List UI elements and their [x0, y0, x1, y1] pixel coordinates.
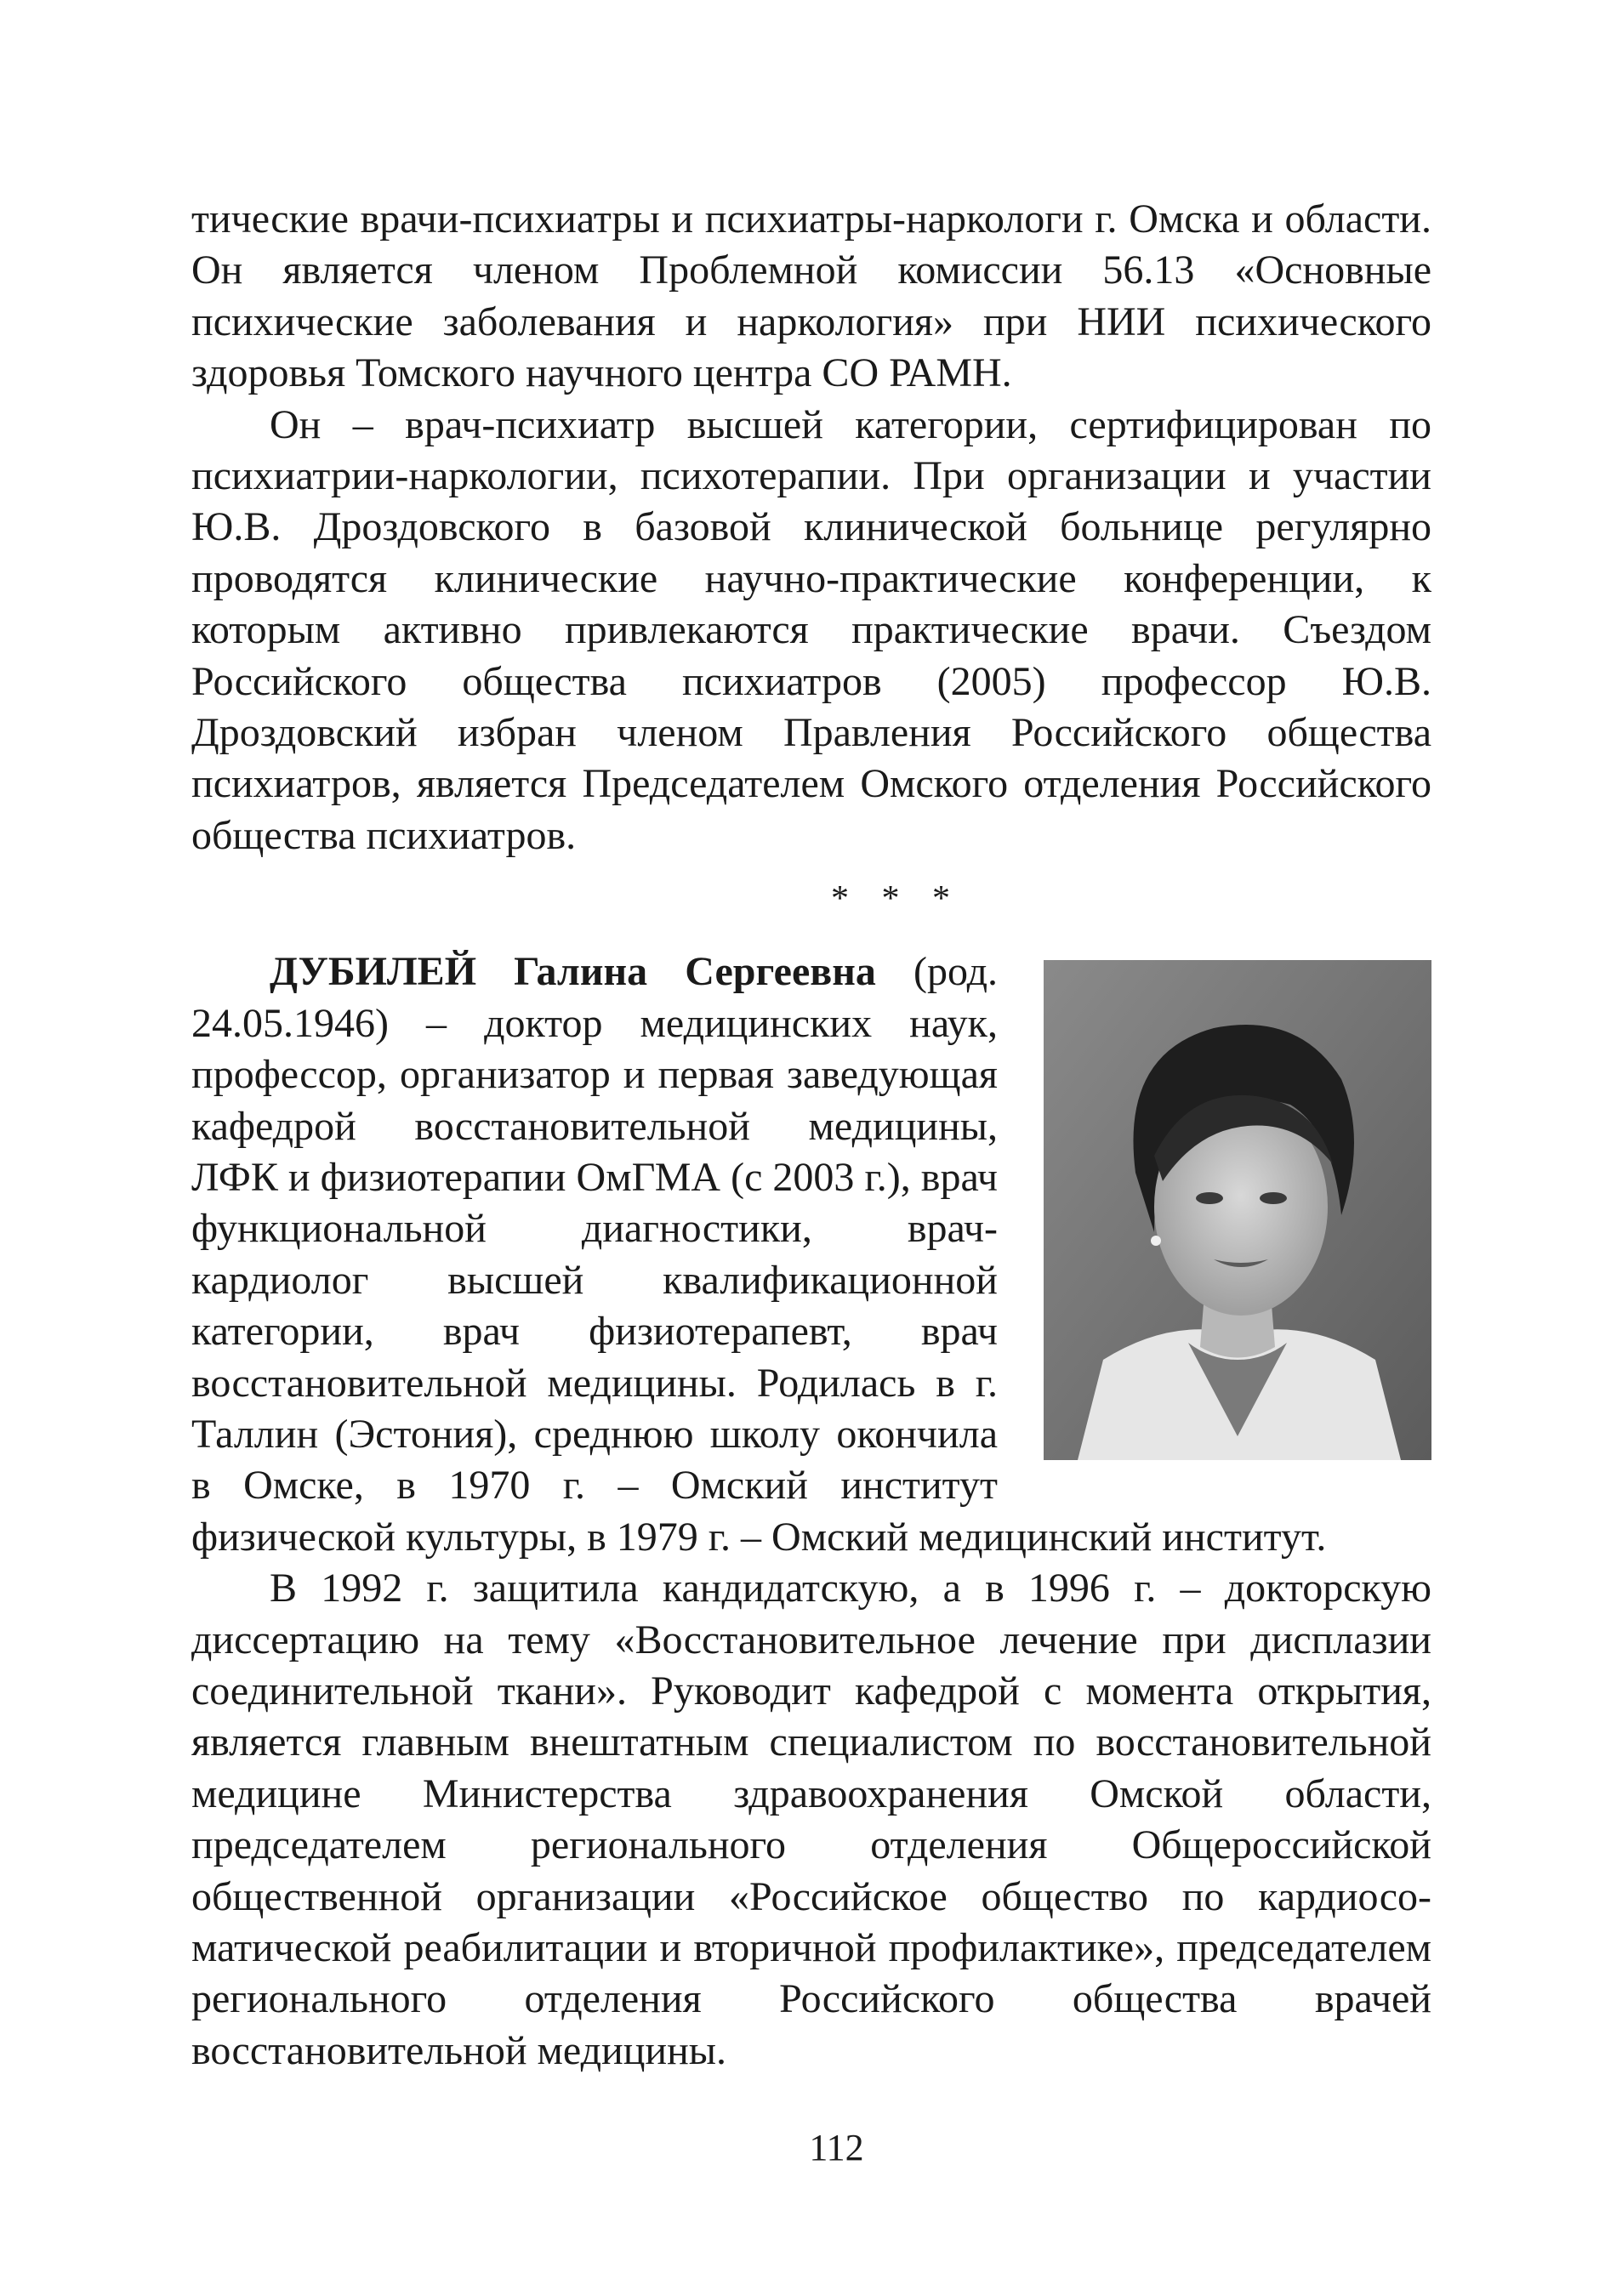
document-page: [191, 194, 1431, 2077]
biography-dubiley: [191, 946, 1431, 2077]
portrait-photo: [1044, 960, 1431, 1460]
biography-career: В 1992 г. защитила кандидатскую, а в 1996 г. – докторскую диссертацию на тему «Восстановительное лечение при дисплазии соединительной ткани». Руководит кафедрой с момента открытия, является главным внештатным специалистом по восстановительной медицине Министерства здравоохранения Омской области, председателем регионального отделения Общероссийской общественной организации «Российское общество по кардиосоматической реабилитации и вторичной профилактике», председателем регионального отделения Российского общества врачей восстановительной медицины.: [191, 1566, 1431, 2073]
portrait-image: [1044, 960, 1431, 1460]
biography-intro-text: (род. 24.05.1946) – доктор медицинских наук, профессор, организатор и первая заведующая кафедрой восстановительной медицины, ЛФК и физиотерапии ОмГМА (с 2003 г.), врач функциональной диагностики, врач-кардиолог высшей квалификационной категории, врач физиотерапевт, врач восстановительной медицины. Родилась в г. Таллин (Эстония), среднюю школу окончила в Омске, в 1970 г. – Омский институт физической культуры, в 1979 г. – Омский медицинский институт.: [191, 949, 1327, 1560]
paragraph-drozdovsky: Он – врач-психиатр высшей категории, сертифицирован по психиатрии-наркологии, психотерапии. При организации и участии Ю.В. Дроздовского в базовой клинической больнице регулярно проводятся клинические научно-практические конференции, к которым активно привлекаются практические врачи. Съездом Российского общества психиатров (2005) профессор Ю.В. Дроздовский избран членом Правления Российского общества психиатров, является Председателем Омского отделения Российского общества психиатров.: [191, 401, 1431, 858]
page-number: 112: [809, 2127, 864, 2168]
person-name: ДУБИЛЕЙ Галина Сергеевна: [270, 949, 876, 995]
paragraph-continuation: тические врачи-психиатры и психиатры-наркологи г. Омска и области. Он является членом Проблемной комиссии 56.13 «Основные психические заболевания и наркология» при НИИ психического здоровья Томского научного центра СО РАМН.: [191, 196, 1431, 396]
section-separator: * * *: [831, 879, 962, 919]
